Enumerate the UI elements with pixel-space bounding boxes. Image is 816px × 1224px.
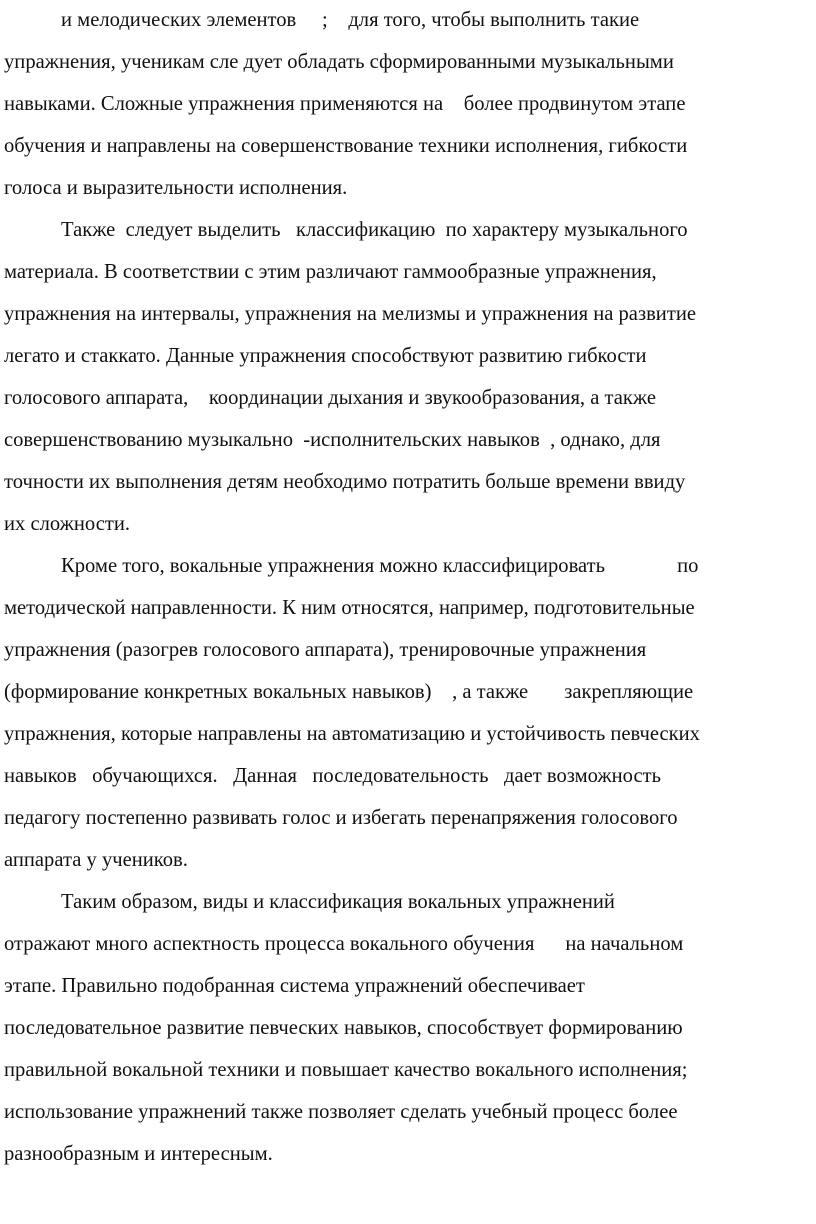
text-line: их сложности. bbox=[4, 513, 131, 535]
text-line: совершенствованию музыкально -исполнительских навыков , однако, для bbox=[4, 429, 661, 451]
text-line: этапе. Правильно подобранная система упражнений обеспечивает bbox=[4, 975, 585, 997]
text-line: упражнения на интервалы, упражнения на мелизмы и упражнения на развитие bbox=[4, 303, 696, 325]
text-line: материала. В соответствии с этим различают гаммообразные упражнения, bbox=[4, 261, 657, 283]
text-line: Таким образом, виды и классификация вокальных упражнений bbox=[61, 891, 615, 913]
text-line: легато и стаккато. Данные упражнения способствуют развитию гибкости bbox=[4, 345, 647, 367]
text-line: правильной вокальной техники и повышает качество вокального исполнения; bbox=[4, 1059, 688, 1081]
text-line: упражнения (разогрев голосового аппарата), тренировочные упражнения bbox=[4, 639, 647, 661]
text-line: (формирование конкретных вокальных навыков) , а также закрепляющие bbox=[4, 681, 694, 703]
text-line: голосового аппарата, координации дыхания и звукообразования, а также bbox=[4, 387, 657, 409]
text-line: последовательное развитие певческих навыков, способствует формированию bbox=[4, 1017, 683, 1039]
text-line: навыками. Сложные упражнения применяются на более продвинутом этапе bbox=[4, 93, 686, 115]
text-line: разнообразным и интересным. bbox=[4, 1143, 273, 1165]
text-line: упражнения, ученикам сле дует обладать сформированными музыкальными bbox=[4, 51, 674, 73]
text-line: голоса и выразительности исполнения. bbox=[4, 177, 348, 199]
text-line: обучения и направлены на совершенствование техники исполнения, гибкости bbox=[4, 135, 688, 157]
text-line: использование упражнений также позволяет сделать учебный процесс более bbox=[4, 1101, 678, 1123]
text-line: педагогу постепенно развивать голос и избегать перенапряжения голосового bbox=[4, 807, 678, 829]
text-line: отражают много аспектность процесса вокального обучения на начальном bbox=[4, 933, 684, 955]
text-line: точности их выполнения детям необходимо потратить больше времени ввиду bbox=[4, 471, 686, 493]
text-line: упражнения, которые направлены на автоматизацию и устойчивость певческих bbox=[4, 723, 700, 745]
text-line: Кроме того, вокальные упражнения можно классифицировать по bbox=[61, 555, 699, 577]
text-line: Также следует выделить классификацию по характеру музыкального bbox=[61, 219, 688, 241]
text-line: методической направленности. К ним относятся, например, подготовительные bbox=[4, 597, 695, 619]
text-line: аппарата у учеников. bbox=[4, 849, 188, 871]
text-line: навыков обучающихся. Данная последовательность дает возможность bbox=[4, 765, 661, 787]
text-line: и мелодических элементов ; для того, чтобы выполнить такие bbox=[61, 9, 640, 31]
